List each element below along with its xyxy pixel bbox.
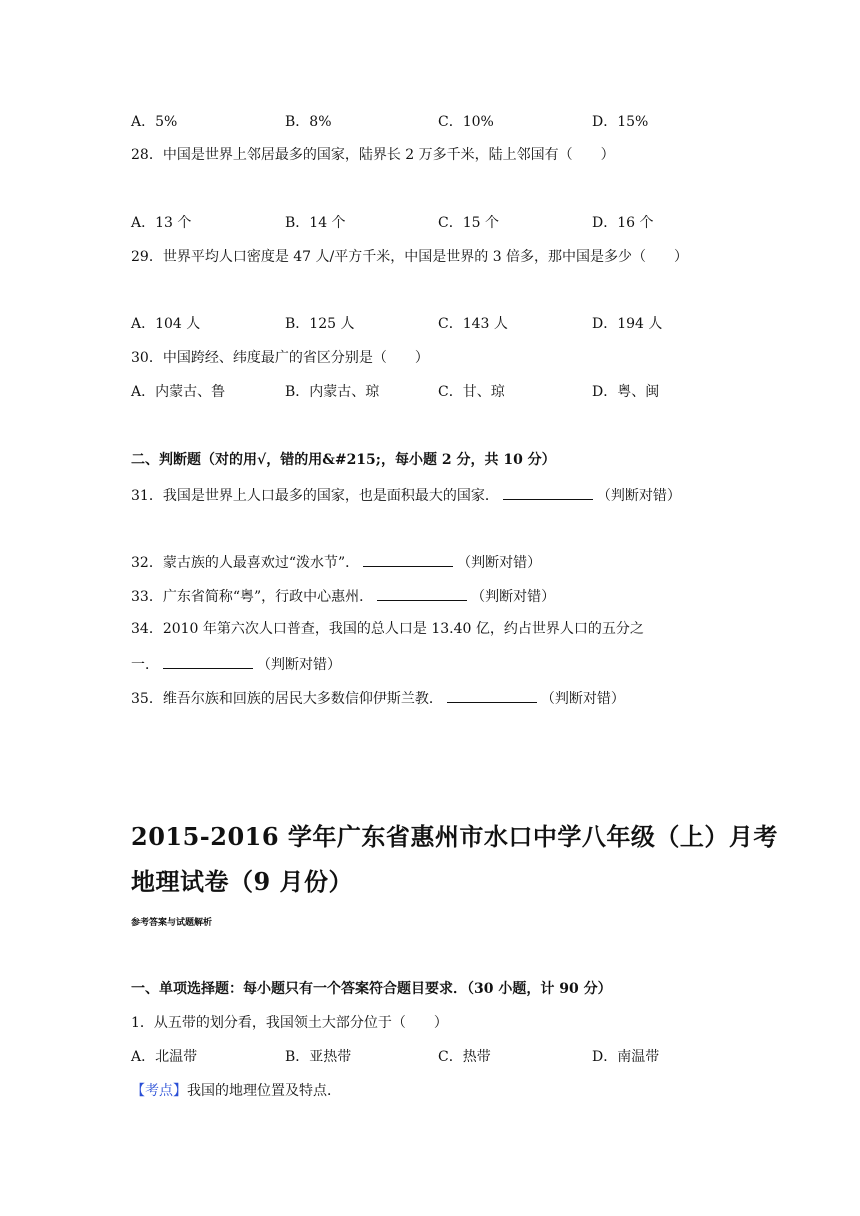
option-b: B．8% (285, 114, 332, 130)
option-a: A．内蒙古、鲁 (131, 384, 226, 400)
option-c: C．143 人 (438, 316, 508, 332)
question-33 (131, 586, 555, 606)
question-31-text: 31．我国是世界上人口最多的国家，也是面积最大的国家． (131, 488, 499, 504)
answer-title-line-1: 2015-2016 学年广东省惠州市水口中学八年级（上）月考 (131, 822, 778, 851)
q30-options (131, 383, 731, 401)
q29-options (131, 315, 731, 333)
option-d: D．16 个 (592, 215, 654, 231)
option-c: C．热带 (438, 1049, 491, 1065)
section-2-heading: 二、判断题（对的用√，错的用&#215;，每小题 2 分，共 10 分） (131, 452, 556, 468)
option-b: B．内蒙古、琼 (285, 384, 380, 400)
option-d: D．粤、闽 (592, 384, 660, 400)
question-33-text: 33．广东省简称“粤”，行政中心惠州． (131, 589, 374, 605)
option-c: C．10% (438, 114, 494, 130)
answer-blank[interactable] (447, 688, 537, 703)
answer-q1-options (131, 1048, 731, 1066)
kaodian-tag: 【考点】 (131, 1083, 187, 1099)
answer-subtitle: 参考答案与试题解析 (131, 918, 213, 928)
option-d: D．194 人 (592, 316, 663, 332)
option-a: A．北温带 (131, 1049, 198, 1065)
option-b: B．14 个 (285, 215, 346, 231)
question-34-text: 一． (131, 657, 159, 673)
option-a: A．5% (131, 114, 178, 130)
question-34-line-2 (131, 654, 341, 674)
answer-question-1: 1．从五带的划分看，我国领土大部分位于（ ） (131, 1015, 448, 1031)
answer-title-line-2: 地理试卷（9 月份） (131, 867, 354, 896)
question-34-line-1: 34．2010 年第六次人口普查，我国的总人口是 13.40 亿，约占世界人口的五分之 (131, 621, 644, 637)
judge-label: （判断对错） (471, 589, 556, 605)
option-a: A．104 人 (131, 316, 201, 332)
option-a: A．13 个 (131, 215, 192, 231)
option-b: B．125 人 (285, 316, 355, 332)
question-30: 30．中国跨经、纬度最广的省区分别是（ ） (131, 350, 429, 366)
judge-label: （判断对错） (540, 691, 625, 707)
answer-blank[interactable] (503, 485, 593, 500)
question-29: 29．世界平均人口密度是 47 人/平方千米，中国是世界的 3 倍多，那中国是多少（ ） (131, 249, 689, 265)
question-31 (131, 485, 681, 505)
question-35 (131, 688, 625, 708)
option-b: B．亚热带 (285, 1049, 352, 1065)
answer-section-1-heading: 一、单项选择题：每小题只有一个答案符合题目要求．（30 小题，计 90 分） (131, 981, 612, 997)
judge-label: （判断对错） (457, 555, 542, 571)
question-35-text: 35．维吾尔族和回族的居民大多数信仰伊斯兰教． (131, 691, 443, 707)
option-d: D．15% (592, 114, 649, 130)
question-32 (131, 552, 541, 572)
q28-options (131, 214, 731, 232)
answer-blank[interactable] (163, 654, 253, 669)
option-d: D．南温带 (592, 1049, 660, 1065)
option-c: C．15 个 (438, 215, 499, 231)
kaodian-text: 我国的地理位置及特点． (187, 1083, 341, 1099)
question-28: 28．中国是世界上邻居最多的国家，陆界长 2 万多千米，陆上邻国有（ ） (131, 147, 615, 163)
judge-label: （判断对错） (596, 488, 681, 504)
q27-options (131, 113, 731, 131)
kaodian-line (131, 1082, 341, 1100)
answer-blank[interactable] (377, 586, 467, 601)
question-32-text: 32．蒙古族的人最喜欢过“泼水节”． (131, 555, 360, 571)
option-c: C．甘、琼 (438, 384, 505, 400)
answer-blank[interactable] (363, 552, 453, 567)
judge-label: （判断对错） (257, 657, 341, 673)
